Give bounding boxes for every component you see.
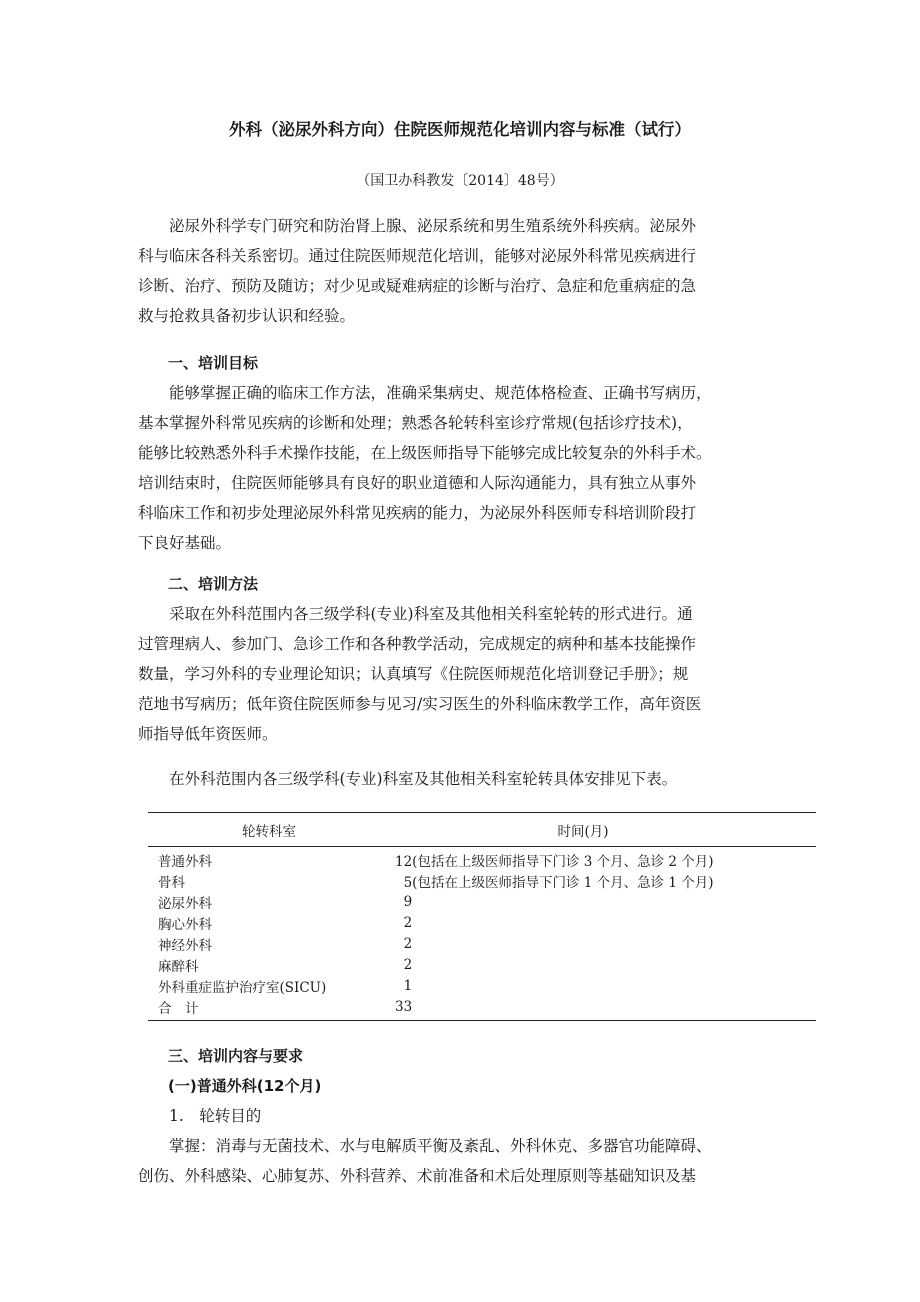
cell-department: 骨科 <box>158 874 185 891</box>
table-row <box>148 954 816 975</box>
cell-department: 胸心外科 <box>158 916 212 933</box>
table-row <box>148 870 816 891</box>
cell-department: 神经外科 <box>158 937 212 954</box>
section-heading: 三、培训内容与要求 <box>168 1047 304 1065</box>
cell-duration: 2 <box>395 914 413 931</box>
paragraph-line: 下良好基础。 <box>138 534 232 552</box>
table-body <box>148 847 816 1021</box>
cell-duration: 1 <box>395 977 413 994</box>
cell-duration: 2 <box>395 956 413 973</box>
table-header-row <box>148 813 816 847</box>
rotation-table <box>148 812 816 1021</box>
item-heading: 1. 轮转目的 <box>169 1107 262 1125</box>
header-duration: 时间(月) <box>557 823 609 840</box>
cell-duration: 5(包括在上级医师指导下门诊 1 个月、急诊 1 个月) <box>395 874 714 891</box>
cell-department: 合 计 <box>158 1000 199 1017</box>
paragraph-line: 创伤、外科感染、心肺复苏、外科营养、术前准备和术后处理原则等基础知识及基 <box>138 1167 697 1185</box>
cell-duration: 9 <box>395 893 413 910</box>
table-row <box>148 912 816 933</box>
cell-department: 麻醉科 <box>158 958 199 975</box>
table-intro <box>138 764 784 794</box>
table-row <box>148 933 816 954</box>
cell-department: 外科重症监护治疗室(SICU) <box>158 979 327 996</box>
paragraph-line: 基本掌握外科常见疾病的诊断和处理；熟悉各轮转科室诊疗常规(包括诊疗技术)， <box>138 414 693 432</box>
paragraph-line: 能够掌握正确的临床工作方法，准确采集病史、规范体格检查、正确书写病历， <box>169 384 712 402</box>
paragraph-line: 掌握：消毒与无菌技术、水与电解质平衡及紊乱、外科休克、多器官功能障碍、 <box>169 1137 712 1155</box>
table-intro-line: 在外科范围内各三级学科(专业)科室及其他相关科室轮转具体安排见下表。 <box>169 770 678 788</box>
cell-department: 泌尿外科 <box>158 895 212 912</box>
section-training-content <box>138 1041 784 1191</box>
subsection-heading: (一)普通外科(12个月) <box>168 1077 322 1095</box>
cell-duration: 12(包括在上级医师指导下门诊 3 个月、急诊 2 个月) <box>395 853 714 870</box>
intro-line: 泌尿外科学专门研究和防治肾上腺、泌尿系统和男生殖系统外科疾病。泌尿外 <box>169 217 697 235</box>
section-heading: 二、培训方法 <box>168 575 259 593</box>
section-training-methods <box>138 569 784 749</box>
paragraph-line: 采取在外科范围内各三级学科(专业)科室及其他相关科室轮转的形式进行。通 <box>169 605 693 623</box>
table-row <box>148 975 816 996</box>
section-training-goals <box>138 348 784 558</box>
paragraph-line: 师指导低年资医师。 <box>138 725 278 743</box>
paragraph-line: 数量，学习外科的专业理论知识；认真填写《住院医师规范化培训登记手册》；规 <box>138 665 689 683</box>
section-heading: 一、培训目标 <box>168 354 259 372</box>
paragraph-line: 能够比较熟悉外科手术操作技能，在上级医师指导下能够完成比较复杂的外科手术。 <box>138 444 712 462</box>
paragraph-line: 范地书写病历；低年资住院医师参与见习/实习医生的外科临床教学工作，高年资医 <box>138 695 702 713</box>
table-row <box>148 849 816 870</box>
document-title: 外科（泌尿外科方向）住院医师规范化培训内容与标准（试行） <box>229 120 691 139</box>
intro-line: 诊断、治疗、预防及随访；对少见或疑难病症的诊断与治疗、急症和危重病症的急 <box>138 277 697 295</box>
paragraph-line: 科临床工作和初步处理泌尿外科常见疾病的能力，为泌尿外科医师专科培训阶段打 <box>138 504 697 522</box>
cell-duration: 33 <box>395 998 413 1015</box>
document-number: （国卫办科教发〔2014〕48号） <box>356 173 564 189</box>
table-row <box>148 891 816 912</box>
header-department: 轮转科室 <box>242 823 296 840</box>
cell-duration: 2 <box>395 935 413 952</box>
intro-paragraph <box>138 211 784 331</box>
paragraph-line: 培训结束时，住院医师能够具有良好的职业道德和人际沟通能力，具有独立从事外 <box>138 474 697 492</box>
intro-line: 救与抢救具备初步认识和经验。 <box>138 307 356 325</box>
intro-line: 科与临床各科关系密切。通过住院医师规范化培训，能够对泌尿外科常见疾病进行 <box>138 247 697 265</box>
paragraph-line: 过管理病人、参加门、急诊工作和各种教学活动，完成规定的病种和基本技能操作 <box>138 635 697 653</box>
cell-department: 普通外科 <box>158 853 212 870</box>
table-row <box>148 996 816 1017</box>
